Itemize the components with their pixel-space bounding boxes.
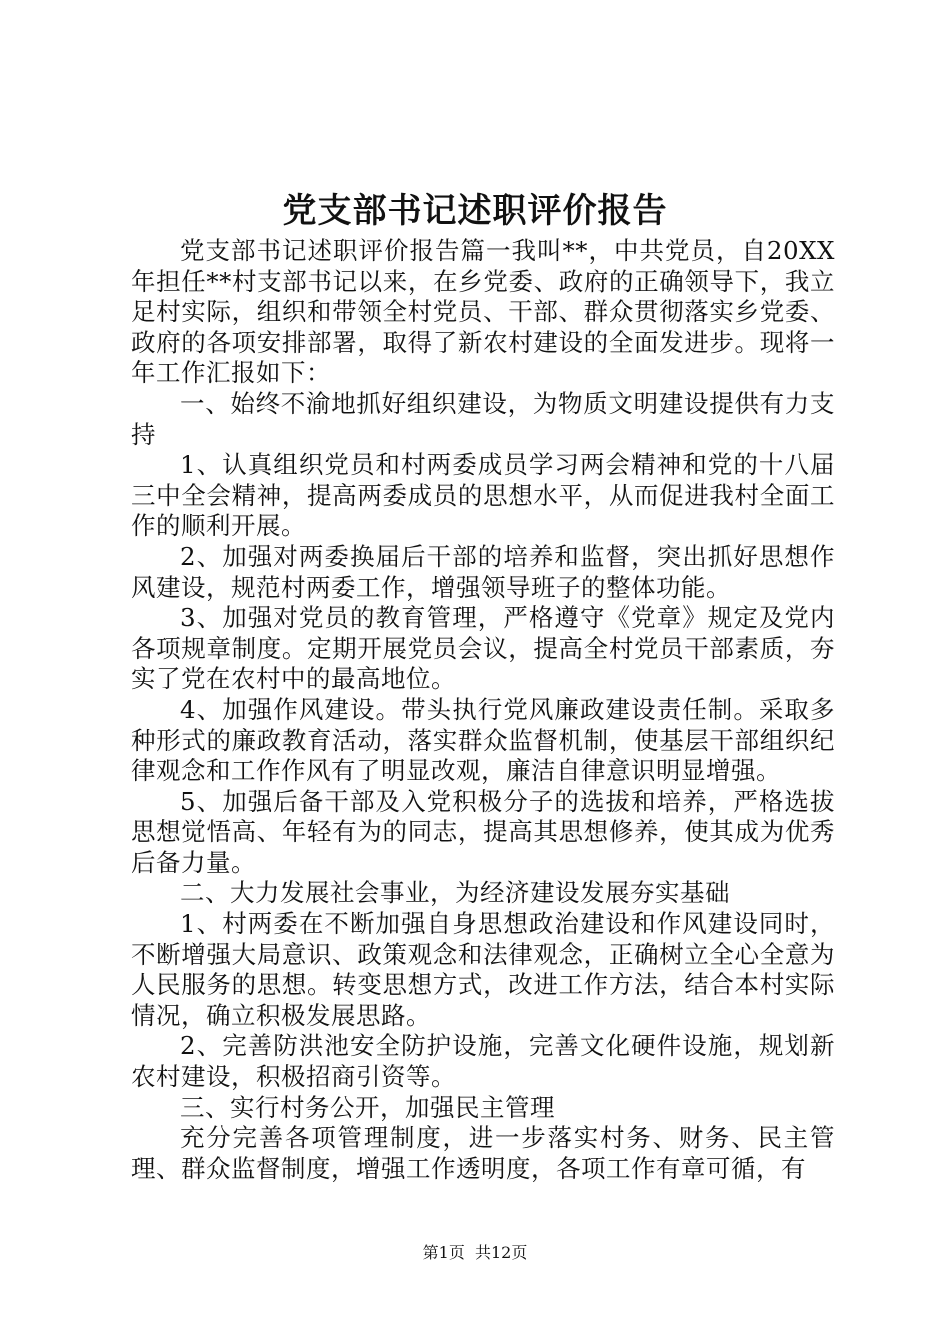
page-number: 第1页 共12页 (422, 1243, 528, 1262)
section-heading-3: 三、实行村务公开，加强民主管理 (180, 1092, 555, 1122)
page-footer (0, 1242, 950, 1264)
paragraph-item-2-2: 2、完善防洪池安全防护设施，完善文化硬件设施，规划新农村建设，积极招商引资等。 (131, 1031, 835, 1092)
paragraph-section-3: 充分完善各项管理制度，进一步落实村务、财务、民主管理、群众监督制度，增强工作透明度，各项工作有章可循，有 (131, 1123, 835, 1183)
paragraph-item-1-1: 1、认真组织党员和村两委成员学习两会精神和党的十八届三中全会精神，提高两委成员的思想水平，从而促进我村全面工作的顺利开展。 (131, 450, 835, 541)
paragraph-item-2-1: 1、村两委在不断加强自身思想政治建设和作风建设同时，不断增强大局意识、政策观念和法律观念，正确树立全心全意为人民服务的思想。转变思想方式，改进工作方法，结合本村实际情况，确立积极发展思路。 (131, 909, 835, 1030)
document-title: 党支部书记述职评价报告 (282, 191, 668, 231)
document-body (131, 236, 835, 1184)
section-heading-2: 二、大力发展社会事业，为经济建设发展夯实基础 (180, 878, 730, 908)
paragraph-item-1-3: 3、加强对党员的教育管理，严格遵守《党章》规定及党内各项规章制度。定期开展党员会议，提高全村党员干部素质，夯实了党在农村中的最高地位。 (131, 603, 835, 694)
paragraph-intro: 党支部书记述职评价报告篇一我叫**，中共党员，自20XX年担任**村支部书记以来，在乡党委、政府的正确领导下，我立足村实际，组织和带领全村党员、干部、群众贯彻落实乡党委、政府的各项安排部署，取得了新农村建设的全面发进步。现将一年工作汇报如下： (131, 236, 835, 388)
section-heading-1: 一、始终不渝地抓好组织建设，为物质文明建设提供有力支持 (131, 388, 835, 449)
paragraph-item-1-2: 2、加强对两委换届后干部的培养和监督，突出抓好思想作风建设，规范村两委工作，增强领导班子的整体功能。 (131, 541, 835, 602)
paragraph-item-1-5: 5、加强后备干部及入党积极分子的选拔和培养，严格选拔思想觉悟高、年轻有为的同志，提高其思想修养，使其成为优秀后备力量。 (131, 786, 835, 877)
paragraph-item-1-4: 4、加强作风建设。带头执行党风廉政建设责任制。采取多种形式的廉政教育活动，落实群众监督机制，使基层干部组织纪律观念和工作作风有了明显改观，廉洁自律意识明显增强。 (131, 694, 835, 786)
